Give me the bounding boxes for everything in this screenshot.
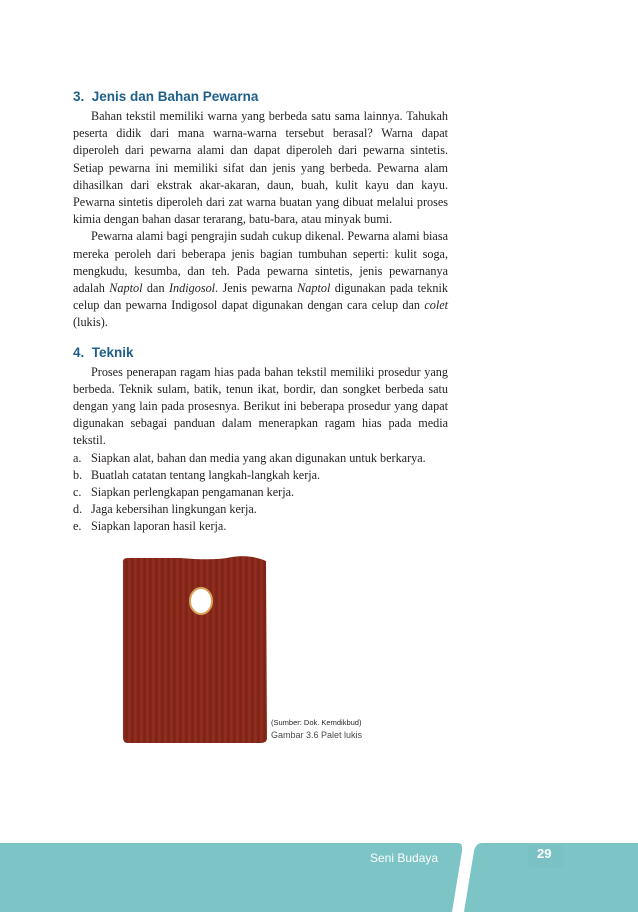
list-item-text: Siapkan laporan hasil kerja. <box>91 519 227 534</box>
list-item-text: Buatlah catatan tentang langkah-langkah kerja. <box>91 467 321 482</box>
section-3-number: 3. <box>73 89 85 104</box>
term-colet: colet <box>424 298 448 313</box>
figure-title: Gambar 3.6 Palet lukis <box>271 730 363 740</box>
list-item-text: Jaga kebersihan lingkungan kerja. <box>91 502 257 517</box>
section-4-title: Teknik <box>91 344 134 360</box>
list-marker: d. <box>73 502 83 517</box>
figure-source: (Sumber: Dok. Kemdikbud) <box>271 718 362 727</box>
section-3-paragraph-1: Bahan tekstil memiliki warna yang berbeda satu sama lainnya. Tahukah peserta didik dari mana warna-warna tersebut berasal? Warna dapat diperoleh dari pewarna alami dan dapat diperoleh dari pewarna sintetis. Setiap pewarna ini memiliki sifat dan jenis yang berbeda. Pewarna alam dihasilkan dari ekstrak akar-akaran, daun, buah, kulit kayu dan kayu. Pewarna sintetis diperoleh dari zat warna buatan yang dibuat melalui proses kimia dengan bahan dasar terarang, batu-bara, atau minyak bumi. <box>73 109 448 227</box>
list-item <box>73 484 448 501</box>
paragraph-text: Pewarna alami bagi pengrajin sudah cukup dikenal. Pewarna alami biasa mereka peroleh dari beberapa jenis bagian tumbuhan seperti: kulit soga, mengkudu, kesumba, dan teh. Pada pewarna sintetis, jenis pewarnanya adalah <box>73 229 448 296</box>
list-item-text: Siapkan alat, bahan dan media yang akan digunakan untuk berkarya. <box>91 450 426 465</box>
term-naptol: Naptol <box>109 281 143 296</box>
paragraph-text: digunakan pada teknik celup dan pewarna Indigosol dapat digunakan dengan cara celup dan <box>73 281 448 313</box>
section-4-intro: Proses penerapan ragam hias pada bahan tekstil memiliki prosedur yang berbeda. Teknik sulam, batik, tenun ikat, bordir, dan songket berbeda satu dengan yang lain pada prosesnya. Berikut ini beberapa prosedur yang dapat digunakan sebagai panduan dalam menerapkan ragam hias pada media tekstil. <box>73 364 448 448</box>
figure-caption <box>271 718 362 742</box>
list-item-text: Siapkan perlengkapan pengamanan kerja. <box>91 485 295 500</box>
procedure-list <box>73 450 448 536</box>
list-item <box>73 450 448 467</box>
palette-image <box>120 555 270 745</box>
paragraph-text: (lukis). <box>73 315 108 330</box>
list-item <box>73 467 448 484</box>
page-content <box>73 88 448 536</box>
list-marker: e. <box>73 519 82 534</box>
section-3-paragraph-2 <box>73 228 448 331</box>
page-number: 29 <box>537 846 552 861</box>
list-marker: a. <box>73 450 82 465</box>
list-item <box>73 518 448 535</box>
list-marker: c. <box>73 485 82 500</box>
section-4-number: 4. <box>73 344 85 360</box>
list-item <box>73 501 448 518</box>
book-title: Seni Budaya <box>370 851 439 865</box>
paragraph-text: . Jenis pewarna <box>215 281 298 296</box>
section-3-heading <box>73 88 448 106</box>
list-marker: b. <box>73 467 83 482</box>
section-4-heading <box>73 344 448 362</box>
term-naptol: Naptol <box>297 281 331 296</box>
paragraph-text: dan <box>142 281 169 296</box>
wooden-palette-icon <box>120 555 270 745</box>
term-indigosol: Indigosol <box>169 281 216 296</box>
section-3-title: Jenis dan Bahan Pewarna <box>91 89 259 104</box>
